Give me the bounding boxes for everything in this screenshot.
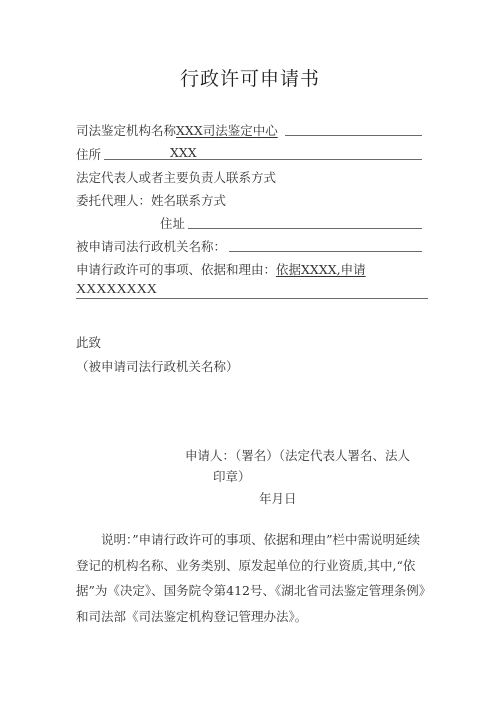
- address-fill-line-left: [104, 159, 168, 160]
- address-label: 住所: [76, 147, 102, 162]
- org-name-fill-line: [285, 135, 422, 136]
- recipient-placeholder: （被申请司法行政机关名称）: [76, 359, 239, 374]
- address-fill-line-right: [168, 159, 422, 160]
- applicant-signature-line2: 印章）: [213, 469, 251, 484]
- explanatory-note: 说明：”申请行政许可的事项、依据和理由”栏中需说明延续登记的机构名称、业务类别、原发起单位的行业资质,其中,“依据”为《决定》、国务院令第412号、《湖北省司法鉴定管理条例》和司法部《司法鉴定机构登记管理办法》。: [76, 532, 432, 624]
- applicant-signature-line1: 申请人：（署名）（法定代表人署名、法人: [185, 448, 411, 463]
- legal-rep-label: 法定代表人或者主要负责人联系方式: [76, 170, 277, 185]
- address-value: XXX: [170, 145, 197, 160]
- matter-value-line1: 依据XXXX,申请: [276, 262, 366, 277]
- agent-label: 委托代理人：姓名联系方式: [76, 193, 227, 208]
- matter-row: [76, 260, 366, 278]
- matter-label: 申请行政许可的事项、依据和理由：: [76, 262, 277, 277]
- matter-value-line2: XXXXXXXX: [76, 282, 157, 297]
- authority-fill-line: [229, 251, 422, 252]
- authority-label: 被申请司法行政机关名称：: [76, 239, 227, 254]
- signature-date: 年月日: [259, 491, 297, 506]
- salutation: 此致: [76, 335, 102, 350]
- org-name-row: [76, 121, 278, 139]
- agent-address-label: 住址: [160, 216, 186, 231]
- document-title: 行政许可申请书: [179, 68, 320, 90]
- matter-fill-line: [76, 298, 428, 299]
- org-name-value: XXX司法鉴定中心: [176, 123, 278, 138]
- agent-address-fill-line: [188, 228, 422, 229]
- org-name-label: 司法鉴定机构名称: [76, 123, 177, 138]
